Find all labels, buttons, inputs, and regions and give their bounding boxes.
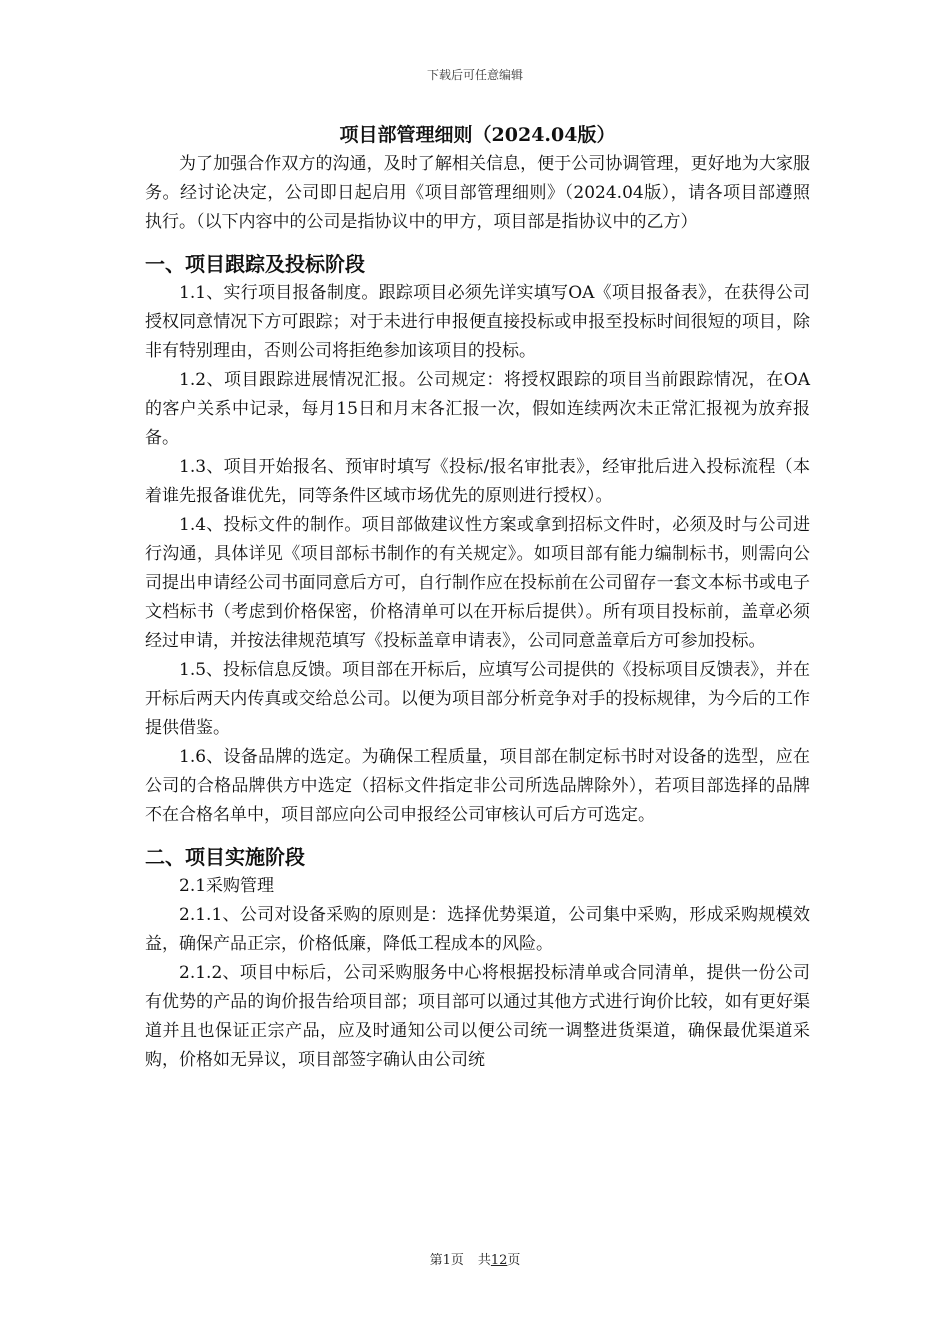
document-body [145,120,810,1075]
total-pages-number: 12 [490,1253,508,1268]
section-1-heading: 一、项目跟踪及投标阶段 [145,252,365,276]
section-1-paragraph-2: 1.2、项目跟踪进展情况汇报。公司规定：将授权跟踪的项目当前跟踪情况，在OA的客户关系中记录，每月15日和月末各汇报一次，假如连续两次未正常汇报视为放弃报备。 [145,370,810,448]
section-1-paragraph-5: 1.5、投标信息反馈。项目部在开标后，应填写公司提供的《投标项目反馈表》，并在开标后两天内传真或交给总公司。以便为项目部分析竞争对手的投标规律，为今后的工作提供借鉴。 [145,660,810,738]
section-1-paragraph-3: 1.3、项目开始报名、预审时填写《投标/报名审批表》，经审批后进入投标流程（本着谁先报备谁优先，同等条件区域市场优先的原则进行授权）。 [145,457,810,506]
total-pages-suffix: 页 [507,1253,521,1268]
section-2-heading: 二、项目实施阶段 [145,845,305,869]
total-pages-prefix: 共 [477,1253,491,1268]
section-1-paragraph-1: 1.1、实行项目报备制度。跟踪项目必须先详实填写OA《项目报备表》，在获得公司授权同意情况下方可跟踪；对于未进行申报便直接投标或申报至投标时间很短的项目，除非有特别理由，否则公司将拒绝参加该项目的投标。 [145,283,810,361]
section-2-paragraph-2: 2.1.2、项目中标后，公司采购服务中心将根据投标清单或合同清单，提供一份公司有优势的产品的询价报告给项目部；项目部可以通过其他方式进行询价比较，如有更好渠道并且也保证正宗产品，应及时通知公司以便公司统一调整进货渠道，确保最优渠道采购，价格如无异议，项目部签字确认由公司统 [145,963,810,1070]
intro-paragraph: 为了加强合作双方的沟通，及时了解相关信息，便于公司协调管理，更好地为大家服务。经讨论决定，公司即日起启用《项目部管理细则》（2024.04版），请各项目部遵照执行。（以下内容中的公司是指协议中的甲方，项目部是指协议中的乙方） [145,154,810,232]
section-2-subheading: 2.1采购管理 [179,876,275,896]
header-note: 下载后可任意编辑 [426,68,523,82]
section-2-paragraph-1: 2.1.1、公司对设备采购的原则是：选择优势渠道，公司集中采购，形成采购规模效益，确保产品正宗，价格低廉，降低工程成本的风险。 [145,905,810,954]
section-1-paragraph-6: 1.6、设备品牌的选定。为确保工程质量，项目部在制定标书时对设备的选型，应在公司的合格品牌供方中选定（招标文件指定非公司所选品牌除外），若项目部选择的品牌不在合格名单中，项目部应向公司申报经公司审核认可后方可选定。 [145,747,810,825]
document-title: 项目部管理细则（2024.04版） [339,124,616,146]
current-page-label: 第1页 [429,1253,464,1268]
page-footer [0,1249,950,1268]
section-1-paragraph-4: 1.4、投标文件的制作。项目部做建议性方案或拿到招标文件时，必须及时与公司进行沟通，具体详见《项目部标书制作的有关规定》。如项目部有能力编制标书，则需向公司提出申请经公司书面同意后方可，自行制作应在投标前在公司留存一套文本标书或电子文档标书（考虑到价格保密，价格清单可以在开标后提供）。所有项目投标前，盖章必须经过申请，并按法律规范填写《投标盖章申请表》，公司同意盖章后方可参加投标。 [145,515,810,651]
